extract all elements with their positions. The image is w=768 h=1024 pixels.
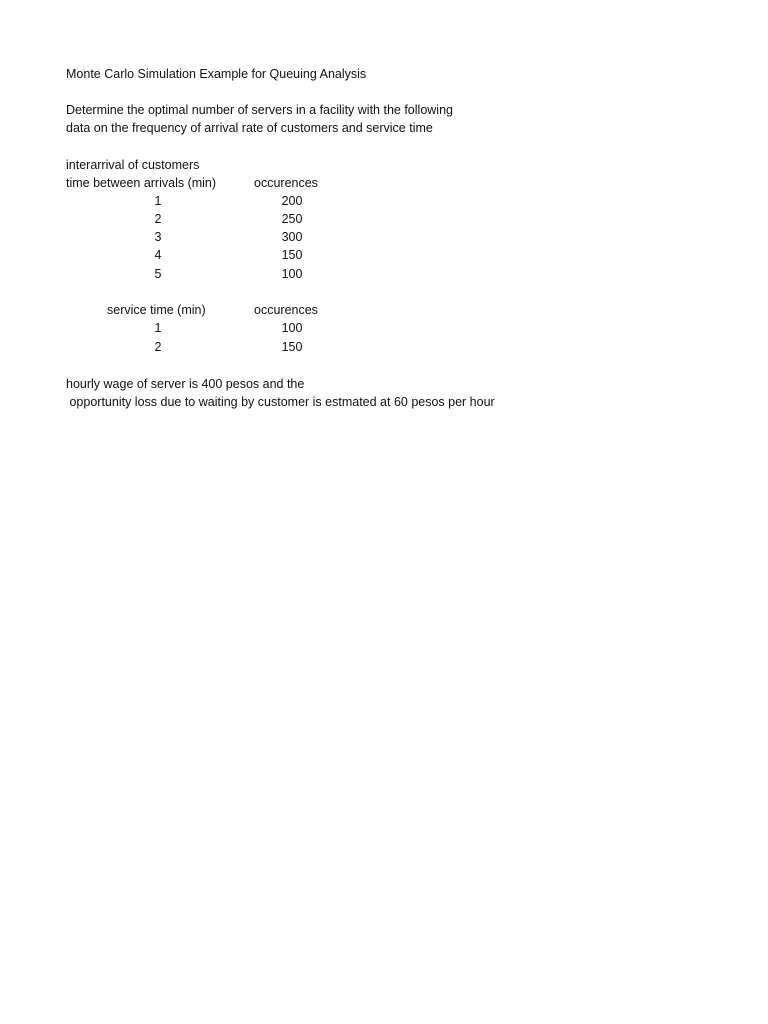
interarrival-time-cell: 3: [154, 230, 162, 244]
interarrival-occurences-cell: 150: [281, 248, 303, 262]
interarrival-occurences-cell: 100: [281, 267, 303, 281]
notes-line-2: opportunity loss due to waiting by customer is estmated at 60 pesos per hour: [66, 395, 495, 409]
interarrival-occurences-cell: 200: [281, 194, 303, 208]
interarrival-occurences-cell: 250: [281, 212, 303, 226]
interarrival-time-cell: 5: [154, 267, 162, 281]
interarrival-heading: interarrival of customers: [66, 158, 200, 172]
intro-line-2: data on the frequency of arrival rate of customers and service time: [66, 121, 433, 135]
service-occurences-cell: 150: [281, 340, 303, 354]
intro-line-1: Determine the optimal number of servers in a facility with the following: [66, 103, 453, 117]
service-time-cell: 2: [154, 340, 162, 354]
interarrival-time-cell: 1: [154, 194, 162, 208]
notes-line-1: hourly wage of server is 400 pesos and the: [66, 377, 305, 391]
interarrival-occurences-cell: 300: [281, 230, 303, 244]
service-occurences-header: occurences: [254, 303, 318, 317]
service-time-cell: 1: [154, 321, 162, 335]
service-time-header: service time (min): [107, 303, 206, 317]
interarrival-occurences-header: occurences: [254, 176, 318, 190]
service-occurences-cell: 100: [281, 321, 303, 335]
interarrival-time-cell: 4: [154, 248, 162, 262]
interarrival-time-header: time between arrivals (min): [66, 176, 217, 190]
document-title: Monte Carlo Simulation Example for Queuing Analysis: [66, 67, 367, 81]
interarrival-time-cell: 2: [154, 212, 162, 226]
